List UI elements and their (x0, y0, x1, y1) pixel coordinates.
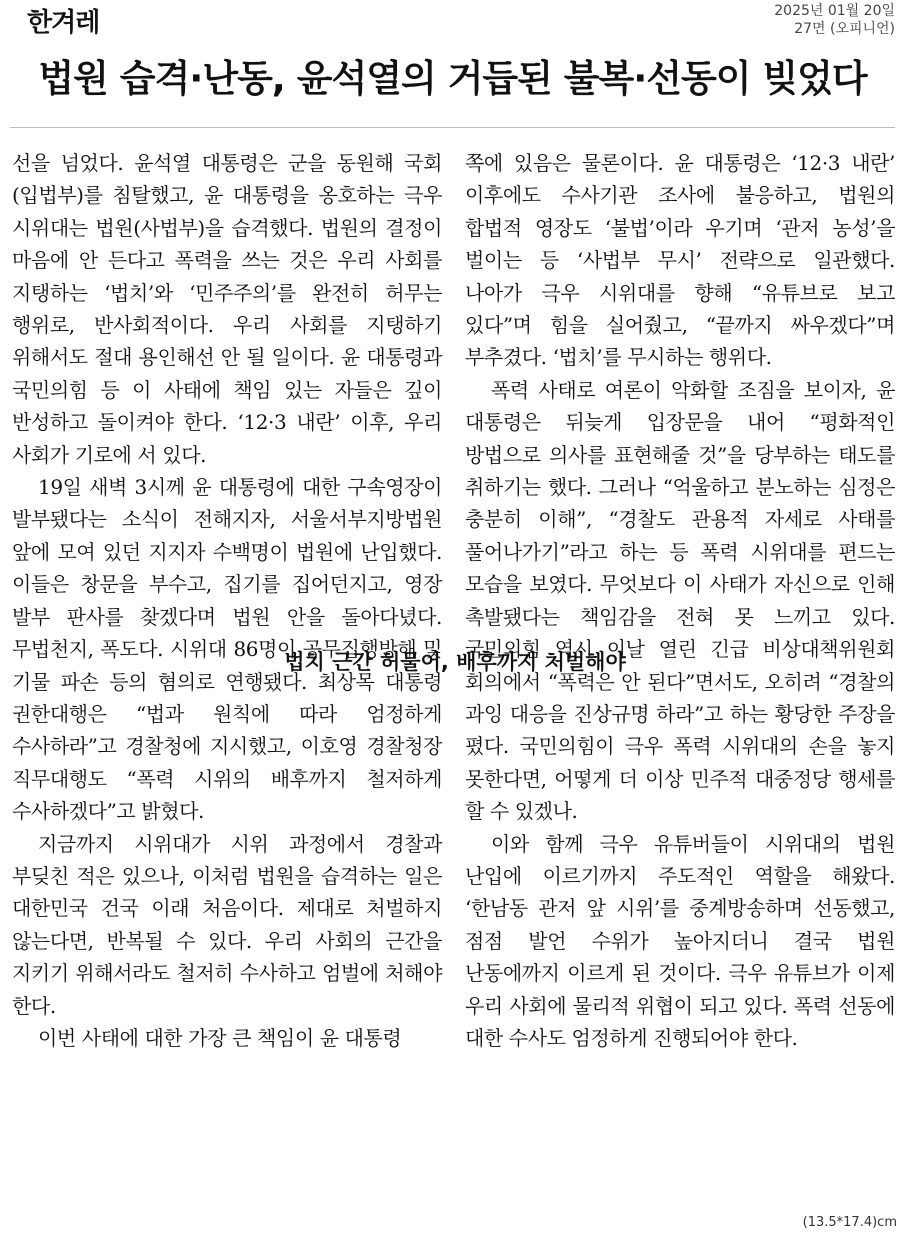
right-paragraph-2: 폭력 사태로 여론이 악화할 조짐을 보이자, 윤 대통령은 뒤늦게 입장문을 내어 “평화적인 방법으로 의사를 표현해줄 것”을 당부하는 태도를 취하기는 했다. 그러나 “억울하고 분노하는 심정은 충분히 이해”, “경찰도 관용적 자세로 사태를 풀어나가기”라고 하는 등 폭력 시위대를 편드는 모습을 보였다. 무엇보다 이 사태가 자신으로 인해 촉발됐다는 책임감을 전혀 못 느끼고 있다. 국민의힘 역시 이날 열린 긴급 비상대책위원회 회의에서 “폭력은 안 된다”면서도, 오히려 “경찰의 과잉 대응을 진상규명 하라”고 하는 황당한 주장을 폈다. 국민의힘이 극우 폭력 시위대의 손을 놓지 못한다면, 어떻게 더 이상 민주적 대중정당 행세를 할 수 있겠나. (465, 377, 895, 824)
left-paragraph-4: 이번 사태에 대한 가장 큰 책임이 윤 대통령 (38, 1025, 402, 1050)
size-note: (13.5*17.4)cm (802, 1215, 897, 1230)
right-column (465, 147, 895, 1054)
left-column (12, 147, 442, 1054)
left-paragraph-3: 지금까지 시위대가 시위 과정에서 경찰과 부딪친 적은 있으나, 이처럼 법원을 습격하는 일은 대한민국 건국 이래 처음이다. 제대로 처벌하지 않는다면, 반복될 수 있다. 우리 사회의 근간을 지키기 위해서라도 철저히 수사하고 엄벌에 처해야 한다. (12, 831, 442, 1018)
newspaper-masthead: 한겨레 (27, 8, 100, 38)
editorial-subhead: 법치 근간 허물어, 배후까지 처벌해야 (284, 650, 626, 674)
headline-divider (10, 127, 895, 128)
publication-date: 2025년 01월 20일 (774, 3, 895, 19)
publication-meta (774, 2, 895, 38)
editorial-headline: 법원 습격·난동, 윤석열의 거듭된 불복·선동이 빚었다 (38, 57, 867, 100)
right-paragraph-3: 이와 함께 극우 유튜버들이 시위대의 법원 난입에 이르기까지 주도적인 역할을 해왔다. ‘한남동 관저 앞 시위’를 중계방송하며 선동했고, 점점 발언 수위가 높아지더니 결국 법원 난동에까지 이르게 된 것이다. 극우 유튜브가 이제 우리 사회에 물리적 위협이 되고 있다. 폭력 선동에 대한 수사도 엄정하게 진행되어야 한다. (465, 831, 895, 1050)
left-paragraph-1: 선을 넘었다. 윤석열 대통령은 군을 동원해 국회(입법부)를 침탈했고, 윤 대통령을 옹호하는 극우 시위대는 법원(사법부)을 습격했다. 법원의 결정이 마음에 안 든다고 폭력을 쓰는 것은 우리 사회를 지탱하는 ‘법치’와 ‘민주주의’를 완전히 허무는 행위로, 반사회적이다. 우리 사회를 지탱하기 위해서도 절대 용인해선 안 될 일이다. 윤 대통령과 국민의힘 등 이 사태에 책임 있는 자들은 깊이 반성하고 돌이켜야 한다. ‘12·3 내란’ 이후, 우리 사회가 기로에 서 있다. (12, 151, 442, 467)
left-paragraph-2: 19일 새벽 3시께 윤 대통령에 대한 구속영장이 발부됐다는 소식이 전해지자, 서울서부지방법원 앞에 모여 있던 지지자 수백명이 법원에 난입했다. 이들은 창문을 부수고, 집기를 집어던지고, 영장 발부 판사를 찾겠다며 법원 안을 돌아다녔다. 무법천지, 폭도다. 시위대 86명이 공무집행방해 및 기물 파손 등의 혐의로 연행됐다. 최상목 대통령 권한대행은 “법과 원칙에 따라 엄정하게 수사하라”고 경찰청에 지시했고, 이호영 경찰청장 직무대행도 “폭력 시위의 배후까지 철저하게 수사하겠다”고 밝혔다. (12, 475, 442, 824)
page-section: 27면 (오피니언) (794, 21, 895, 37)
right-paragraph-1: 쪽에 있음은 물론이다. 윤 대통령은 ‘12·3 내란’ 이후에도 수사기관 조사에 불응하고, 법원의 합법적 영장도 ‘불법’이라 우기며 ‘관저 농성’을 벌이는 등 ‘사법부 무시’ 전략으로 일관했다. 나아가 극우 시위대를 향해 “유튜브로 보고 있다”며 힘을 실어줬고, “끝까지 싸우겠다”며 부추겼다. ‘법치’를 무시하는 행위다. (465, 151, 895, 370)
